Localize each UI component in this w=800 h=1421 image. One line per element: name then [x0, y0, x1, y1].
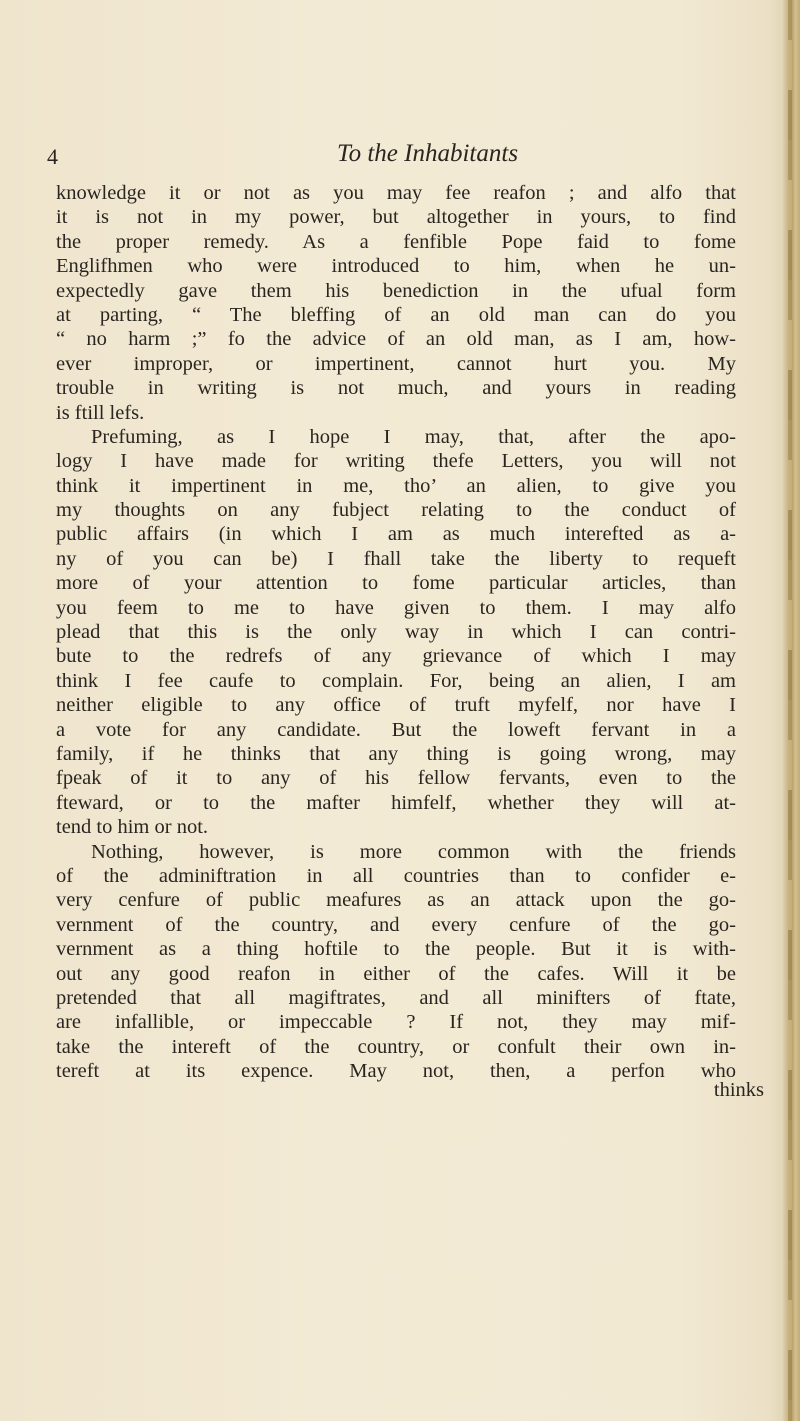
- text-line: neither eligible to any office of truft myfelf, nor have I: [56, 694, 736, 717]
- text-line-paragraph-start: Nothing, however, is more common with the friends: [91, 840, 736, 863]
- text-line: ever improper, or impertinent, cannot hurt you. My: [56, 352, 736, 375]
- text-line: knowledge it or not as you may fee reafon ; and alfo that: [56, 182, 736, 204]
- body-text: [56, 181, 736, 1083]
- text-line: fpeak of it to any of his fellow fervants, even to the: [56, 767, 736, 790]
- text-line: bute to the redrefs of any grievance of which I may: [56, 645, 736, 668]
- text-line: a vote for any candidate. But the loweft fervant in a: [56, 718, 736, 741]
- text-line: vernment as a thing hoftile to the people. But it is with-: [56, 938, 736, 961]
- page-header: [47, 140, 727, 174]
- text-line: family, if he thinks that any thing is going wrong, may: [56, 742, 736, 765]
- text-line: take the intereft of the country, or confult their own in-: [56, 1035, 736, 1058]
- text-line: pretended that all magiftrates, and all minifters of ftate,: [56, 986, 736, 1009]
- text-line: vernment of the country, and every cenfure of the go-: [56, 913, 736, 936]
- catchword: thinks: [713, 1079, 764, 1101]
- text-line: out any good reafon in either of the cafes. Will it be: [56, 962, 736, 985]
- text-line: my thoughts on any fubject relating to the conduct of: [56, 499, 736, 522]
- text-line: very cenfure of public meafures as an attack upon the go-: [56, 889, 736, 912]
- text-line-paragraph-start: Prefuming, as I hope I may, that, after the apo-: [91, 425, 736, 448]
- running-head: To the Inhabitants: [337, 140, 519, 167]
- text-line: Englifhmen who were introduced to him, when he un-: [56, 255, 736, 278]
- text-line: of the adminiftration in all countries than to confider e-: [56, 864, 736, 887]
- text-line: expectedly gave them his benediction in the ufual form: [56, 279, 736, 302]
- text-line: plead that this is the only way in which I can contri-: [56, 621, 736, 644]
- binding-stripe: [788, 0, 792, 1421]
- text-line: at parting, “ The bleffing of an old man can do you: [56, 303, 736, 326]
- text-line: think it impertinent in me, tho’ an alien, to give you: [56, 474, 736, 497]
- text-line: ny of you can be) I fhall take the liberty to requeft: [56, 547, 736, 570]
- text-line: you feem to me to have given to them. I may alfo: [56, 596, 736, 619]
- text-line: the proper remedy. As a fenfible Pope faid to fome: [56, 230, 736, 253]
- text-line: fteward, or to the mafter himfelf, whether they will at-: [56, 791, 736, 814]
- text-line: more of your attention to fome particular articles, than: [56, 572, 736, 595]
- text-line: trouble in writing is not much, and yours in reading: [56, 377, 736, 400]
- text-line-paragraph-end: is ftill lefs.: [56, 401, 145, 424]
- page-number: 4: [47, 144, 58, 169]
- text-line-paragraph-end: tend to him or not.: [56, 816, 209, 839]
- text-line: “ no harm ;” fo the advice of an old man, as I am, how-: [56, 328, 736, 351]
- text-line: logy I have made for writing thefe Letters, you will not: [56, 450, 736, 473]
- text-line: tereft at its expence. May not, then, a perfon who: [56, 1060, 736, 1083]
- page-edge-shadow: [782, 0, 800, 1421]
- text-line: think I fee caufe to complain. For, being an alien, I am: [56, 669, 736, 692]
- text-line: are infallible, or impeccable ? If not, they may mif-: [56, 1011, 736, 1034]
- text-line: public affairs (in which I am as much interefted as a-: [56, 523, 736, 546]
- text-line: it is not in my power, but altogether in yours, to find: [56, 206, 736, 229]
